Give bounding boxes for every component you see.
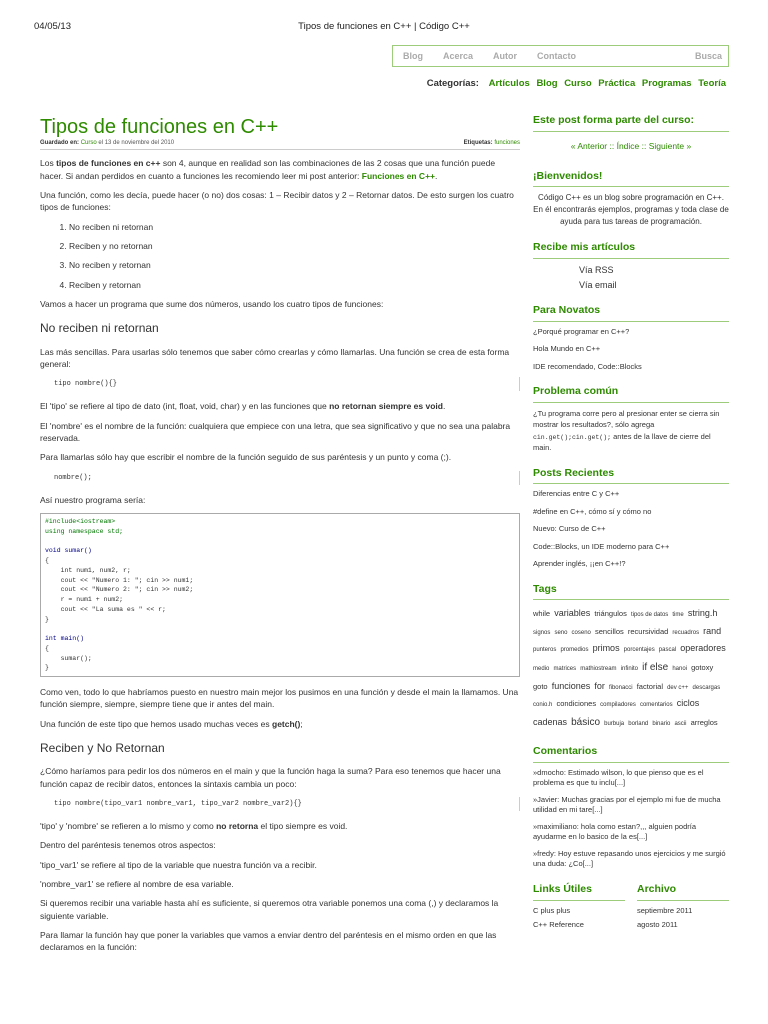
tag-link[interactable]: recursividad xyxy=(627,626,669,636)
paragraph: Como ven, todo lo que habríamos puesto en nuestro main mejor los pusimos en una función y desde el main la llamamos. Una función siempre, siempre, siempre tiene que ir antes del main. xyxy=(40,687,519,710)
paragraph xyxy=(40,718,520,730)
category-programas[interactable]: Programas xyxy=(641,78,692,89)
text: antes de la llave de cierre del main. xyxy=(533,431,711,453)
tag-cloud xyxy=(533,605,729,732)
code-block: nombre(); xyxy=(40,471,520,485)
code-line: cout << "Numero 1: "; cin >> num1; xyxy=(45,576,194,584)
bold-text: no retornan siempre es void xyxy=(329,401,443,412)
text: . xyxy=(435,170,438,181)
comments-block xyxy=(533,744,729,870)
post-meta xyxy=(40,139,520,150)
categories-bar xyxy=(427,77,726,90)
text: son 4, aunque en realidad son las combinaciones de las 2 cosas que una función puede hacer. Si andan perdidos en cuanto a funciones les recomiendo leer mi post anterior: xyxy=(40,158,496,181)
tag-link[interactable]: factorial xyxy=(636,681,663,691)
tags-block xyxy=(533,582,729,732)
paragraph: ¿Cómo haríamos para pedir los dos números en el main y que la función haga la suma? Para eso tenemos que hacer una función capaz de recibir datos, entonces la sintaxis cambia un poco: xyxy=(40,766,501,789)
rss-link[interactable]: Vía RSS xyxy=(579,264,614,275)
category-curso[interactable]: Curso xyxy=(564,78,592,89)
problema-text xyxy=(533,408,729,454)
tag-link[interactable]: rand xyxy=(703,625,722,636)
tag-link[interactable]: descargas xyxy=(692,684,721,691)
tag-link[interactable]: time xyxy=(672,612,684,619)
categories-label: Categorías: xyxy=(426,78,479,89)
meta-tags-label: Etiquetas: xyxy=(463,140,493,146)
novatos-link[interactable]: ¿Porqué programar en C++? xyxy=(533,326,630,336)
welcome-block xyxy=(533,169,729,229)
tag-link[interactable]: medio xyxy=(533,666,550,673)
comment-item[interactable]: »fredy: Hoy estuve repasando unos ejercicios y me surgió una duda: ¿Co[...] xyxy=(533,848,726,869)
post-body xyxy=(40,157,520,953)
print-date: 04/05/13 xyxy=(34,21,71,32)
recent-post-link[interactable]: Code::Blocks, un IDE moderno para C++ xyxy=(533,541,670,551)
course-block xyxy=(533,113,729,157)
funciones-link[interactable]: Funciones en C++ xyxy=(361,170,435,181)
category-practica[interactable]: Práctica xyxy=(598,78,636,89)
tag-link[interactable]: pascal xyxy=(658,647,677,654)
tag-link[interactable]: while xyxy=(533,609,551,619)
tag-link[interactable]: funciones xyxy=(551,680,591,691)
paragraph: 'nombre_var1' se refiere al nombre de esa variable. xyxy=(40,879,234,890)
tag-link[interactable]: coseno xyxy=(571,629,591,636)
main-content xyxy=(40,116,520,961)
section-heading: No reciben ni retornan xyxy=(40,321,159,336)
tag-link[interactable]: fibonacci xyxy=(608,684,633,691)
paragraph: El 'nombre' es el nombre de la función: cualquiera que empiece con una letra, que sea significativo y que no sea una palabra reservada. xyxy=(40,420,511,443)
recent-title: Posts Recientes xyxy=(533,466,729,485)
tag-link[interactable]: recuadros xyxy=(672,629,700,636)
tag-link[interactable]: mathiostream xyxy=(580,666,617,673)
paragraph xyxy=(40,400,520,412)
list-item: 1. No reciben ni retornan xyxy=(69,221,520,233)
tag-link[interactable]: infinito xyxy=(620,666,638,673)
course-title: Este post forma parte del curso: xyxy=(533,113,729,132)
tag-link[interactable]: binario xyxy=(652,720,671,727)
print-header xyxy=(34,20,734,34)
code-line: } xyxy=(45,615,49,623)
tag-link[interactable]: seno xyxy=(554,629,568,636)
links-title: Links Útiles xyxy=(533,882,625,901)
welcome-text: Código C++ es un blog sobre programación en C++. En él encontrarás ejemplos, programas y toda clase de ayuda para tus tareas de programación. xyxy=(533,193,729,227)
tag-link[interactable]: goto xyxy=(533,681,548,691)
meta-tag-link[interactable]: funciones xyxy=(494,140,520,146)
code-line xyxy=(45,624,515,634)
paragraph: Para llamar la función hay que poner la variables que vamos a enviar dentro del paréntesis en el mismo orden en que las declaramos en la función: xyxy=(40,930,497,953)
code-line: r = num1 + num2; xyxy=(45,596,124,604)
text: . xyxy=(442,401,446,412)
paragraph: Vamos a hacer un programa que sume dos números, usando los cuatro tipos de funciones: xyxy=(40,298,384,309)
recent-post-link[interactable]: Diferencias entre C y C++ xyxy=(533,489,620,499)
tag-link[interactable]: ciclos xyxy=(676,698,700,709)
tag-link[interactable]: dev c++ xyxy=(667,684,689,691)
program-code-block xyxy=(40,513,520,677)
tag-link[interactable]: promedios xyxy=(560,647,589,654)
function-types-list xyxy=(69,221,520,291)
tag-link[interactable]: triángulos xyxy=(594,609,627,619)
tag-link[interactable]: gotoxy xyxy=(691,663,714,673)
tag-link[interactable]: comentarios xyxy=(639,702,673,709)
comment-item[interactable]: »dmocho: Estimado wilson, lo que pienso que es el problema es que tu inclu[...] xyxy=(533,767,704,788)
text: El 'tipo' se refiere al tipo de dato (int, float, void, char) y en las funciones que xyxy=(40,401,330,412)
category-teoria[interactable]: Teoría xyxy=(698,78,726,89)
paragraph: Para llamarlas sólo hay que escribir el nombre de la función seguido de sus paréntesis y un punto y coma (;). xyxy=(40,452,452,463)
code-line: int num1, num2, r; xyxy=(45,566,131,574)
section-heading: Reciben y No Retornan xyxy=(40,741,165,755)
problema-title: Problema común xyxy=(533,384,729,403)
search-link[interactable]: Busca xyxy=(694,50,722,61)
tag-link[interactable]: básico xyxy=(571,716,601,728)
tags-title: Tags xyxy=(533,582,729,601)
text: 'tipo' y 'nombre' se refieren a lo mismo y como xyxy=(40,821,217,832)
text: Una función de este tipo que hemos usado muchas veces es xyxy=(40,718,273,729)
recent-posts-block xyxy=(533,466,729,570)
paragraph xyxy=(40,820,520,832)
code-block: tipo nombre(){} xyxy=(40,377,520,391)
inline-code: cin.get();cin.get(); xyxy=(533,433,612,441)
tag-link[interactable]: sencillos xyxy=(595,626,624,636)
paragraph: 'tipo_var1' se refiere al tipo de la variable que nuestra función va a recibir. xyxy=(40,859,317,870)
novatos-link[interactable]: Hola Mundo en C++ xyxy=(533,344,601,354)
top-nav xyxy=(392,45,729,67)
subscribe-title: Recibe mis artículos xyxy=(533,240,729,259)
tag-link[interactable]: condiciones xyxy=(556,699,597,709)
code-line: int main() xyxy=(45,635,85,643)
code-line: { xyxy=(45,557,49,565)
tag-link[interactable]: punteros xyxy=(533,647,557,654)
paragraph: Las más sencillas. Para usarlas sólo tenemos que saber cómo crearlas y cómo llamarlas. Una función se crea de esta forma general: xyxy=(40,346,510,369)
comments-title: Comentarios xyxy=(533,744,729,763)
text: ¿Tu programa corre pero al presionar enter se cierra sin mostrar los resultados?, sólo agrega xyxy=(533,409,720,430)
bold-text: getch() xyxy=(272,718,301,729)
post-title[interactable]: Tipos de funciones en C++ xyxy=(40,116,279,138)
tag-link[interactable]: hanoi xyxy=(672,666,687,673)
text: el tipo siempre es void. xyxy=(258,821,348,832)
nav-blog[interactable]: Blog xyxy=(403,50,423,61)
tag-link[interactable]: for xyxy=(594,680,605,691)
list-item: 3. No reciben y retornan xyxy=(69,259,520,271)
novatos-title: Para Novatos xyxy=(533,303,729,322)
archive-title: Archivo xyxy=(637,882,729,901)
tag-link[interactable]: variables xyxy=(554,608,591,619)
links-block xyxy=(533,882,625,935)
tag-link[interactable]: operadores xyxy=(680,643,726,654)
code-line: sumar(); xyxy=(45,654,92,662)
recent-post-link[interactable]: Nuevo: Curso de C++ xyxy=(533,524,606,534)
category-blog[interactable]: Blog xyxy=(536,78,558,89)
code-line: } xyxy=(45,664,49,672)
code-line: cout << "La suma es " << r; xyxy=(45,605,166,613)
code-line: void sumar() xyxy=(45,547,92,555)
tag-link[interactable]: arreglos xyxy=(690,717,718,727)
tag-link[interactable]: cadenas xyxy=(533,716,568,727)
subscribe-block xyxy=(533,240,729,291)
code-line: cout << "Numero 2: "; cin >> num2; xyxy=(45,586,194,594)
archive-link[interactable]: septiembre 2011 xyxy=(637,905,693,915)
paragraph: Una función, como les decía, puede hacer (o no) dos cosas: 1 – Recibir datos y 2 – Retornar datos. De esto surgen los cuatro tipos de funciones: xyxy=(40,190,514,213)
tag-link[interactable]: if else xyxy=(642,662,669,674)
novatos-link[interactable]: IDE recomendado, Code::Blocks xyxy=(533,361,642,371)
tag-link[interactable]: borland xyxy=(628,720,649,727)
meta-saved-label: Guardado en: xyxy=(40,140,80,146)
nav-contacto[interactable]: Contacto xyxy=(537,50,577,61)
comment-item[interactable]: »maximiliano: hola como estan?,,, alguien podría ayudarme en lo basico de la es[...] xyxy=(533,821,697,842)
tag-link[interactable]: signos xyxy=(533,629,551,636)
course-nav[interactable]: « Anterior :: Índice :: Siguiente » xyxy=(570,140,692,151)
novatos-block xyxy=(533,303,729,372)
code-line: using namespace std; xyxy=(45,527,124,535)
comment-item[interactable]: »Javier: Muchas gracias por el ejemplo mi fue de mucha utilidad en mi tare[...] xyxy=(533,794,721,815)
list-item: 2. Reciben y no retornan xyxy=(69,240,520,252)
sidebar xyxy=(533,113,729,935)
code-line: #include<iostream> xyxy=(45,518,116,526)
meta-date: el 13 de noviembre del 2010 xyxy=(98,140,175,146)
problema-block xyxy=(533,384,729,453)
tag-link[interactable]: tipos de datos xyxy=(630,612,669,619)
category-articulos[interactable]: Artículos xyxy=(488,78,530,89)
paragraph: Si queremos recibir una variable hasta ahí es suficiente, si queremos otra variable ponemos una coma (,) y declaramos la siguiente variable. xyxy=(40,898,499,921)
bold-text: no retorna xyxy=(216,821,259,832)
code-line: { xyxy=(45,644,49,652)
tag-link[interactable]: matrices xyxy=(553,666,577,673)
recent-post-link[interactable]: Aprender inglés, ¡¡en C++!? xyxy=(533,559,626,569)
paragraph: Dentro del paréntesis tenemos otros aspectos: xyxy=(40,840,216,851)
useful-link[interactable]: C++ Reference xyxy=(533,920,584,929)
list-item: 4. Reciben y retornan xyxy=(69,279,520,291)
nav-acerca[interactable]: Acerca xyxy=(443,50,474,61)
email-link[interactable]: Vía email xyxy=(579,279,617,290)
welcome-title: ¡Bienvenidos! xyxy=(533,169,729,188)
meta-category-link[interactable]: Curso xyxy=(80,140,97,146)
text: ; xyxy=(300,718,303,729)
tag-link[interactable]: porcentajes xyxy=(623,647,655,654)
text: Los xyxy=(40,158,57,169)
archive-link[interactable]: agosto 2011 xyxy=(637,920,678,929)
archive-block xyxy=(637,882,729,935)
code-block: tipo nombre(tipo_var1 nombre_var1, tipo_var2 nombre_var2){} xyxy=(40,797,520,811)
tag-link[interactable]: primos xyxy=(592,643,620,654)
code-line xyxy=(45,537,515,547)
nav-autor[interactable]: Autor xyxy=(493,50,518,61)
tag-link[interactable]: compiladores xyxy=(600,702,636,709)
print-title: Tipos de funciones en C++ | Código C++ xyxy=(298,21,470,32)
paragraph xyxy=(40,157,520,182)
recent-post-link[interactable]: #define en C++, cómo sí y cómo no xyxy=(533,506,652,516)
paragraph: Así nuestro programa sería: xyxy=(40,494,146,505)
bold-text: tipos de funciones en c++ xyxy=(56,158,161,169)
tag-link[interactable]: ascii xyxy=(674,720,687,727)
tag-link[interactable]: burbuja xyxy=(604,720,625,727)
bottom-columns xyxy=(533,882,729,935)
tag-link[interactable]: conio.h xyxy=(533,702,553,709)
tag-link[interactable]: string.h xyxy=(687,608,718,619)
useful-link[interactable]: C plus plus xyxy=(533,905,571,915)
